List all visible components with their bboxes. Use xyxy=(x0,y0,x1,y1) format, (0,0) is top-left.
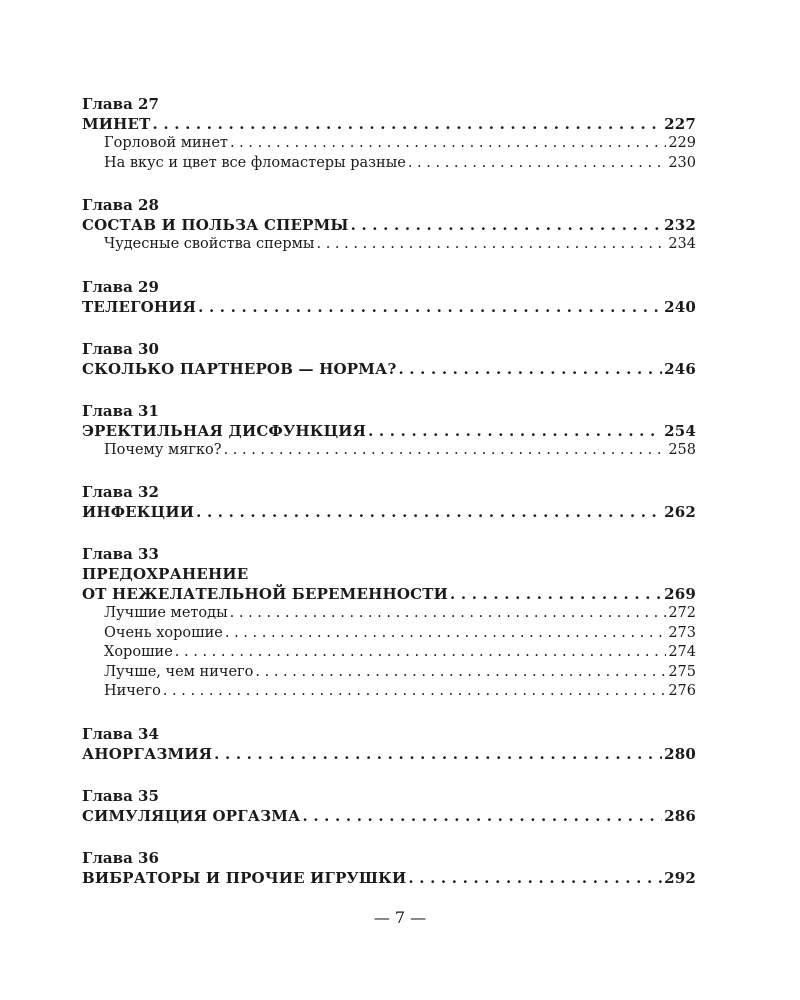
toc-chapter xyxy=(82,195,696,255)
toc-entry xyxy=(82,359,696,379)
chapter-title: ЭРЕКТИЛЬНАЯ ДИСФУНКЦИЯ xyxy=(82,421,367,440)
page-ref: 227 xyxy=(664,115,696,133)
dot-leader xyxy=(408,868,662,888)
chapter-label: Глава 35 xyxy=(82,786,159,805)
page-ref: 272 xyxy=(668,605,696,621)
toc-chapter xyxy=(82,544,696,702)
chapter-title: МИНЕТ xyxy=(82,115,151,133)
chapter-label: Глава 27 xyxy=(82,95,159,113)
dot-leader xyxy=(175,643,667,663)
page-ref: 262 xyxy=(664,503,696,521)
section-title: Лучшие методы xyxy=(104,605,228,621)
dot-leader xyxy=(408,154,666,174)
toc-chapter xyxy=(82,786,696,826)
section-title: Очень хорошие xyxy=(104,624,223,641)
toc-entry xyxy=(82,215,696,235)
chapter-label: Глава 34 xyxy=(82,724,159,743)
chapter-title: ВИБРАТОРЫ И ПРОЧИЕ ИГРУШКИ xyxy=(82,868,407,887)
section-title: Лучше, чем ничего xyxy=(104,663,254,680)
chapter-title: ТЕЛЕГОНИЯ xyxy=(82,297,197,316)
dot-leader xyxy=(230,604,667,624)
dot-leader xyxy=(153,114,663,134)
chapter-title: ИНФЕКЦИИ xyxy=(82,503,195,521)
page-ref: 269 xyxy=(664,585,696,603)
page-ref: 276 xyxy=(668,683,696,699)
section-title: Ничего xyxy=(104,683,161,699)
page-ref: 254 xyxy=(664,421,696,440)
section-title: На вкус и цвет все фломастеры разные xyxy=(104,154,406,171)
chapter-title: ОТ НЕЖЕЛАТЕЛЬНОЙ БЕРЕМЕННОСТИ xyxy=(82,585,449,603)
toc-chapter xyxy=(82,94,696,173)
dot-leader xyxy=(450,584,662,604)
toc-subentry xyxy=(82,663,696,683)
chapter-label: Глава 36 xyxy=(82,848,159,867)
toc-chapter xyxy=(82,277,696,317)
chapter-title: СОСТАВ И ПОЛЬЗА СПЕРМЫ xyxy=(82,216,349,234)
section-title: Горловой минет xyxy=(104,135,228,151)
chapter-title-line: ПРЕДОХРАНЕНИЕ xyxy=(82,565,249,583)
chapter-label: Глава 33 xyxy=(82,545,159,563)
dot-leader xyxy=(316,235,666,255)
dot-leader xyxy=(230,134,666,154)
chapter-label: Глава 28 xyxy=(82,196,159,214)
toc-subentry xyxy=(82,624,696,644)
dot-leader xyxy=(224,441,667,461)
toc-chapter xyxy=(82,339,696,379)
page-ref: 286 xyxy=(664,806,696,825)
chapter-title: СКОЛЬКО ПАРТНЕРОВ — НОРМА? xyxy=(82,359,397,378)
page-ref: 240 xyxy=(664,297,696,316)
page-ref: 229 xyxy=(668,135,696,151)
dot-leader xyxy=(368,421,662,441)
toc-chapter xyxy=(82,724,696,764)
page-ref: 273 xyxy=(668,624,696,641)
toc-entry xyxy=(82,744,696,764)
toc-entry xyxy=(82,421,696,441)
toc-entry xyxy=(82,502,696,522)
section-title: Почему мягко? xyxy=(104,441,222,458)
chapter-label: Глава 32 xyxy=(82,483,159,501)
chapter-title: АНОРГАЗМИЯ xyxy=(82,744,213,763)
toc-chapter xyxy=(82,482,696,522)
page-number: — 7 — xyxy=(373,908,427,927)
chapter-label: Глава 29 xyxy=(82,277,159,296)
section-title: Чудесные свойства спермы xyxy=(104,236,315,252)
toc-subentry xyxy=(82,604,696,624)
dot-leader xyxy=(163,682,667,702)
page-ref: 275 xyxy=(668,663,696,680)
dot-leader xyxy=(398,359,662,379)
dot-leader xyxy=(198,297,662,317)
toc-entry xyxy=(82,297,696,317)
chapter-label: Глава 31 xyxy=(82,401,159,420)
toc-chapter xyxy=(82,401,696,461)
page-ref: 258 xyxy=(668,441,696,458)
section-title: Хорошие xyxy=(104,644,173,660)
toc-subentry xyxy=(82,441,696,461)
page-ref: 234 xyxy=(668,236,696,252)
toc-subentry xyxy=(82,154,696,174)
dot-leader xyxy=(214,744,662,764)
toc-entry xyxy=(82,868,696,888)
toc-entry xyxy=(82,806,696,826)
chapter-label: Глава 30 xyxy=(82,339,159,358)
page-ref: 292 xyxy=(664,868,696,887)
dot-leader xyxy=(225,624,666,644)
toc-subentry xyxy=(82,134,696,154)
toc-subentry xyxy=(82,682,696,702)
chapter-title: СИМУЛЯЦИЯ ОРГАЗМА xyxy=(82,806,301,825)
dot-leader xyxy=(302,806,662,826)
dot-leader xyxy=(351,215,662,235)
page-ref: 280 xyxy=(664,744,696,763)
page-ref: 230 xyxy=(668,154,696,171)
page-ref: 246 xyxy=(664,359,696,378)
toc-entry xyxy=(82,114,696,134)
table-of-contents xyxy=(82,94,696,910)
page-ref: 232 xyxy=(664,216,696,234)
toc-subentry xyxy=(82,235,696,255)
toc-entry xyxy=(82,584,696,604)
toc-chapter xyxy=(82,848,696,888)
dot-leader xyxy=(196,502,662,522)
page-ref: 274 xyxy=(668,644,696,660)
toc-subentry xyxy=(82,643,696,663)
dot-leader xyxy=(255,663,666,683)
